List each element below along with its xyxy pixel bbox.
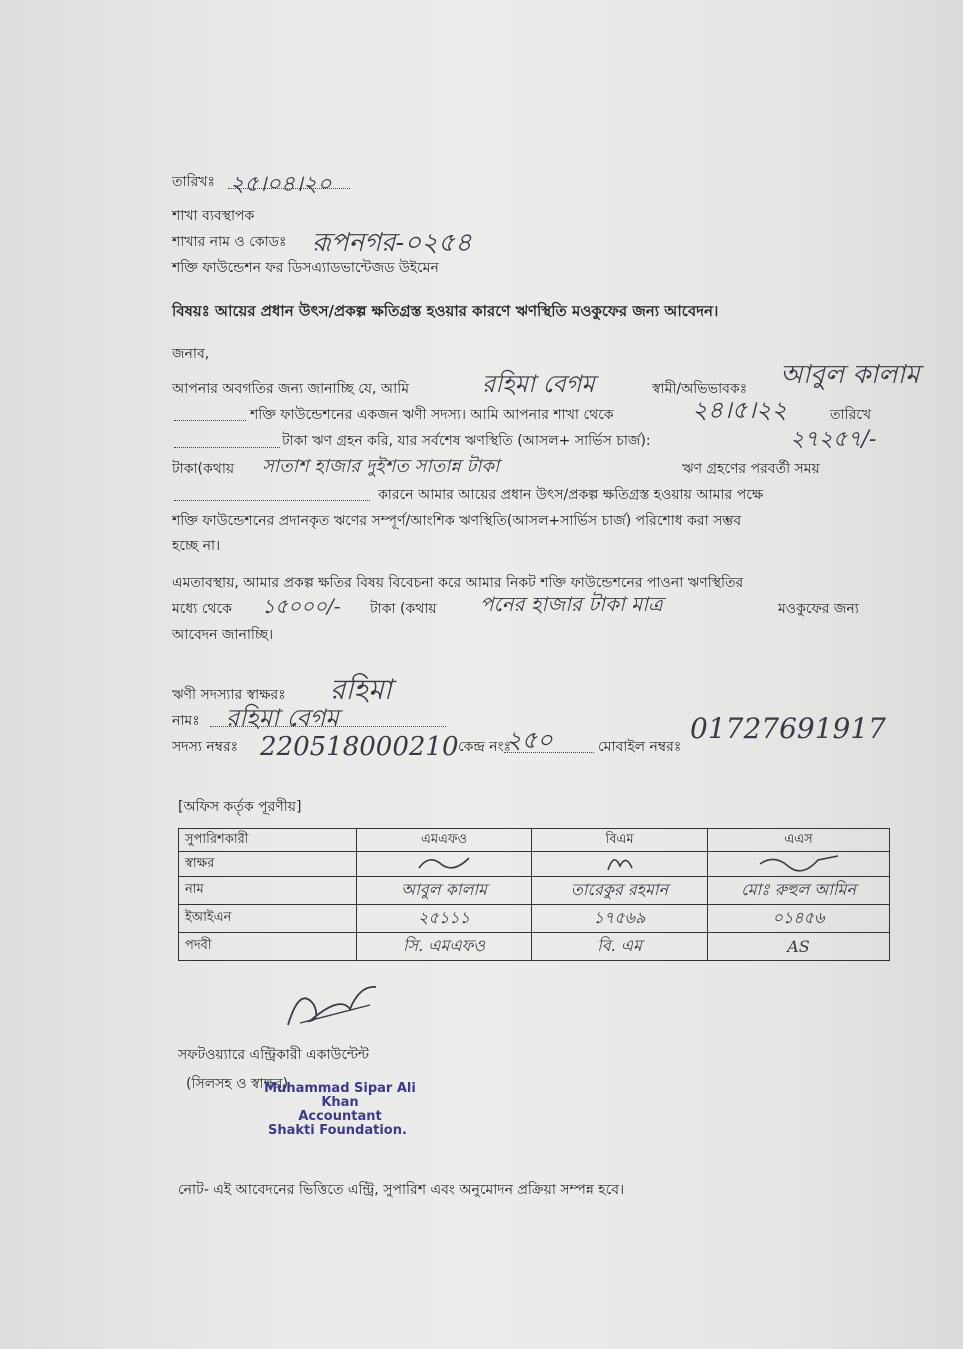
- table-cell: ১৭৫৬৯: [532, 905, 708, 933]
- table-cell: সি. এমএফও: [357, 933, 532, 961]
- dotline: [174, 420, 246, 421]
- table-cell: AS: [708, 933, 890, 961]
- body-p1-a: আপনার অবগতির জন্য জানাচ্ছি যে, আমি: [172, 381, 410, 397]
- body-p1-h: কারনে আমার আয়ের প্রধান উৎস/প্রকল্প ক্ষতিগ্রস্ত হওয়ায় আমার পক্ষে: [378, 487, 764, 503]
- mobile-value: 01727691917: [690, 712, 886, 745]
- table-cell: আবুল কালাম: [357, 877, 532, 905]
- body-p2-a: এমতাবস্থায়, আমার প্রকল্প ক্ষতির বিষয় বিবেচনা করে আমার নিকট শক্তি ফাউন্ডেশনের পাওনা ঋণস্থিতির: [172, 575, 744, 591]
- body-p1-g: ঋণ গ্রহণের পরবর্তী সময়: [682, 461, 820, 477]
- office-note: [অফিস কর্তৃক পূরণীয়]: [178, 799, 302, 815]
- body-p1-d: তারিখে: [830, 407, 872, 423]
- table-cell: ০১৪৫৬: [708, 905, 890, 933]
- signature-scribble-icon: [754, 852, 844, 872]
- balance-words-hw: সাতাশ হাজার দুইশত সাতান্ন টাকা: [262, 456, 500, 477]
- addressee-line1: শাখা ব্যবস্থাপক: [172, 208, 255, 224]
- row-label: পদবী: [179, 933, 357, 961]
- date-label: তারিখঃ: [172, 174, 215, 190]
- branch-label: শাখার নাম ও কোডঃ: [172, 234, 287, 250]
- member-no-value: 220518000210: [260, 732, 459, 762]
- accountant-signature-icon: [280, 975, 390, 1035]
- table-cell: তারেকুর রহমান: [532, 877, 708, 905]
- table-header-row: [179, 829, 890, 852]
- member-name-hw: রহিমা বেগম: [482, 370, 595, 398]
- loan-date-hw: ২৪।৫।২২: [692, 396, 788, 424]
- body-p1-c: শক্তি ফাউন্ডেশনের একজন ঋণী সদস্য। আমি আপনার শাখা থেকে: [250, 407, 614, 423]
- table-cell: মোঃ রুহুল আমিন: [708, 877, 890, 905]
- dotline: [504, 752, 594, 753]
- dotline: [210, 726, 446, 727]
- member-sign-label: ঋণী সদস্যার স্বাক্ষরঃ: [172, 687, 286, 703]
- date-dotline: [228, 188, 350, 189]
- table-cell: ২৫১১১: [357, 905, 532, 933]
- member-name-value: রহিমা বেগম: [226, 704, 339, 732]
- dotline: [174, 500, 370, 501]
- stamp-line1: Muhammad Sipar Ali Khan: [264, 1081, 416, 1110]
- addressee-line3: শক্তি ফাউন্ডেশন ফর ডিসএ্যাডভান্টেজড উইমেন: [172, 260, 439, 276]
- member-sign-hw: রহিমা: [330, 673, 392, 706]
- date-value: ২৫।০৪।২০: [230, 172, 332, 197]
- branch-value: রূপনগর-০২৫৪: [312, 228, 472, 258]
- footer-note: নোট- এই আবেদনের ভিত্তিতে এন্ট্রি, সুপারিশ এবং অনুমোদন প্রক্রিয়া সম্পন্ন হবে।: [178, 1182, 625, 1198]
- center-value: ২৫০: [506, 726, 553, 754]
- table-header-cell: এমএফও: [357, 829, 532, 852]
- body-p2-d: মওকুফের জন্য: [778, 601, 859, 617]
- waive-words-hw: পনের হাজার টাকা মাত্র: [480, 592, 663, 616]
- accountant-stamp: [250, 1082, 430, 1138]
- accountant-note: (সিলসহ ও স্বাক্ষর): [186, 1076, 289, 1092]
- waive-amount-hw: ১৫০০০/-: [262, 594, 341, 618]
- member-no-label: সদস্য নম্বরঃ: [172, 739, 239, 755]
- office-table: [178, 828, 890, 961]
- body-p1-f: টাকা(কথায়: [172, 461, 235, 477]
- signature-as: [708, 852, 890, 877]
- body-p2-e: আবেদন জানাচ্ছি।: [172, 627, 274, 643]
- body-p2-c: টাকা (কথায়: [370, 601, 437, 617]
- body-p2-b: মধ্যে থেকে: [172, 601, 232, 617]
- signature-bm: [532, 852, 708, 877]
- dotline: [174, 447, 280, 448]
- member-name-label: নামঃ: [172, 713, 200, 729]
- table-header-cell: এএস: [708, 829, 890, 852]
- table-row: [179, 933, 890, 961]
- stamp-line3: Shakti Foundation.: [268, 1123, 407, 1138]
- table-cell: বি. এম: [532, 933, 708, 961]
- salutation: জনাব,: [172, 346, 210, 362]
- center-label: কেন্দ্র নংঃ: [458, 739, 512, 755]
- guardian-hw: আবুল কালাম: [780, 360, 920, 390]
- table-row: [179, 877, 890, 905]
- balance-hw: ২৭২৫৭/-: [790, 427, 877, 452]
- signature-mfo: [357, 852, 532, 877]
- table-header-cell: বিএম: [532, 829, 708, 852]
- accountant-title: সফটওয়্যারে এন্ট্রিকারী একাউন্টেন্ট: [178, 1047, 370, 1063]
- table-header-cell: সুপারিশকারী: [179, 829, 357, 852]
- subject: বিষয়ঃ আয়ের প্রধান উৎস/প্রকল্প ক্ষতিগ্রস্ত হওয়ার কারণে ঋণস্থিতি মওকুফের জন্য আবেদন।: [172, 302, 719, 320]
- stamp-line2: Accountant: [298, 1109, 382, 1124]
- body-p1-b: স্বামী/অভিভাবকঃ: [652, 381, 748, 397]
- body-p1-e: টাকা ঋণ গ্রহন করি, যার সর্বশেষ ঋণস্থিতি (আসল+ সার্ভিস চার্জ):: [282, 433, 651, 449]
- signature-scribble-icon: [409, 852, 479, 872]
- signature-scribble-icon: [600, 852, 640, 872]
- table-row: [179, 852, 890, 877]
- row-label: ইআইএন: [179, 905, 357, 933]
- row-label: নাম: [179, 877, 357, 905]
- table-row: [179, 905, 890, 933]
- body-p1-j: হচ্ছে না।: [172, 538, 221, 554]
- mobile-label: মোবাইল নম্বরঃ: [598, 739, 682, 755]
- row-label: স্বাক্ষর: [179, 852, 357, 877]
- body-p1-i: শক্তি ফাউন্ডেশনের প্রদানকৃত ঋণের সম্পূর্ণ/আংশিক ঋণস্থিতি(আসল+সার্ভিস চার্জ) পরিশোধ করা সম্ভব: [172, 513, 742, 529]
